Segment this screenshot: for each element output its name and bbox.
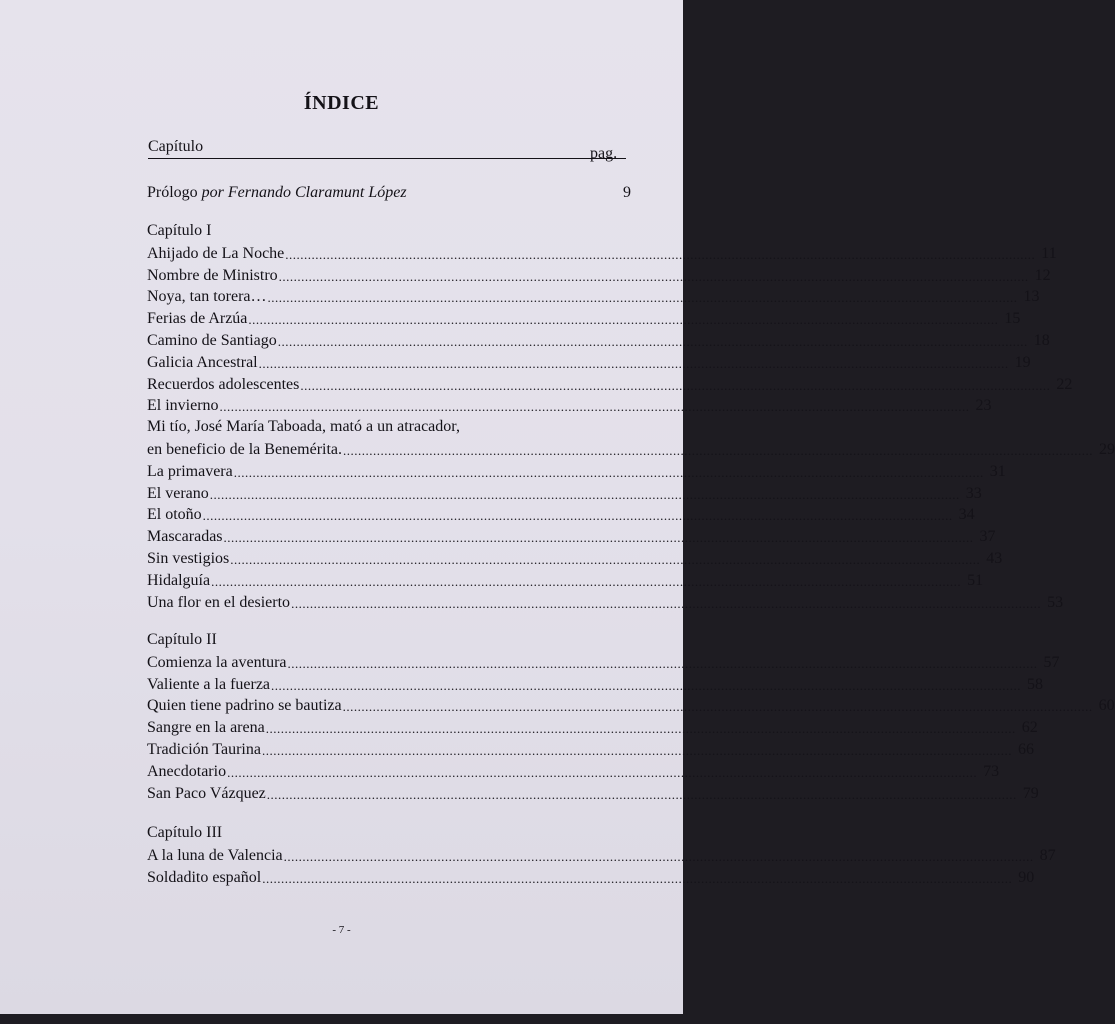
dot-leader: ........................................................................................................................................................................................................ xyxy=(262,870,1013,886)
toc-entry xyxy=(147,673,1044,695)
toc-entry xyxy=(147,503,975,525)
header-rule xyxy=(148,158,626,159)
toc-entry-page: 15 xyxy=(1004,310,1021,328)
dot-leader: ........................................................................................................................................................................................................ xyxy=(211,573,962,589)
toc-entry xyxy=(147,242,1057,264)
toc-entry-page: 43 xyxy=(986,550,1003,567)
toc-entry-label: Comienza la aventura xyxy=(147,653,287,671)
toc-entry-page: 19 xyxy=(1014,353,1031,371)
chapter-heading: Capítulo I xyxy=(147,222,212,239)
toc-entry-label: Recuerdos adolescentes xyxy=(147,375,300,393)
dot-leader: ........................................................................................................................................................................................................ xyxy=(343,443,1094,458)
toc-entry-label: Sin vestigios xyxy=(147,550,230,567)
toc-entry-page: 12 xyxy=(1034,266,1051,284)
toc-entry-page: 29 xyxy=(1099,441,1115,458)
toc-entry xyxy=(147,716,1038,738)
toc-entry-label: Una flor en el desierto xyxy=(147,593,291,611)
toc-entry-label: El otoño xyxy=(147,506,202,524)
toc-entry-page: 79 xyxy=(1022,784,1039,802)
toc-entry-label: El invierno xyxy=(147,397,219,415)
toc-entry-page: 73 xyxy=(983,762,1000,780)
toc-entry xyxy=(147,866,1035,888)
toc-entry xyxy=(147,482,982,504)
dot-leader: ........................................................................................................................................................................................................ xyxy=(230,552,981,567)
toc-entry-label: Noya, tan torera… xyxy=(147,288,267,306)
chapter-heading: Capítulo II xyxy=(147,631,217,648)
toc-entry xyxy=(147,760,1000,782)
dot-leader: ........................................................................................................................................................................................................ xyxy=(258,355,1009,371)
toc-entry xyxy=(147,285,1040,307)
prologue-page: 9 xyxy=(623,184,631,201)
toc-entry-page: 37 xyxy=(979,528,996,546)
dot-leader: ........................................................................................................................................................................................................ xyxy=(248,312,999,328)
toc-entry xyxy=(147,591,1064,613)
toc-entry-page: 33 xyxy=(965,484,982,502)
prologue-text: Prólogo xyxy=(147,184,198,201)
toc-entry-page: 90 xyxy=(1018,868,1035,886)
toc-entry-page: 22 xyxy=(1056,375,1073,393)
toc-entry-label: Valiente a la fuerza xyxy=(147,675,271,693)
toc-entry-label-line1: Mi tío, José María Taboada, mató a un atracador, xyxy=(147,418,460,436)
toc-entry xyxy=(147,373,1073,395)
dot-leader: ........................................................................................................................................................................................................ xyxy=(283,848,1034,864)
toc-entry-label: en beneficio de la Benemérita. xyxy=(147,441,343,458)
toc-entry-prologue xyxy=(147,181,631,203)
toc-entry-page: 53 xyxy=(1047,593,1064,611)
dot-leader: ........................................................................................................................................................................................................ xyxy=(209,486,960,502)
toc-entry-label: Mascaradas xyxy=(147,528,223,546)
dot-leader: ........................................................................................................................................................................................................ xyxy=(287,655,1038,671)
dot-leader: ........................................................................................................................................................................................................ xyxy=(202,508,953,524)
dot-leader: ........................................................................................................................................................................................................ xyxy=(271,677,1022,693)
toc-entry-label: Camino de Santiago xyxy=(147,332,277,349)
toc-entry-page: 60 xyxy=(1098,697,1115,715)
page-number: - 7 - xyxy=(332,924,351,936)
dot-leader: ........................................................................................................................................................................................................ xyxy=(266,786,1017,802)
toc-entry-page: 23 xyxy=(975,397,992,415)
toc-entry-page: 58 xyxy=(1027,675,1044,693)
dot-leader: ........................................................................................................................................................................................................ xyxy=(223,530,974,546)
toc-entry-page: 66 xyxy=(1017,741,1034,758)
dot-leader: ........................................................................................................................................................................................................ xyxy=(265,721,1016,737)
dot-leader: ........................................................................................................................................................................................................ xyxy=(267,290,1018,306)
toc-entry-label: Ferias de Arzúa xyxy=(147,310,248,328)
dot-leader: ........................................................................................................................................................................................................ xyxy=(291,595,1042,611)
toc-entry-page: 11 xyxy=(1041,244,1057,262)
toc-entry xyxy=(147,460,1006,482)
prologue-label xyxy=(147,183,407,203)
toc-entry-label: Hidalguía xyxy=(147,571,211,589)
page-title: ÍNDICE xyxy=(303,92,380,114)
toc-entry xyxy=(147,547,1003,569)
toc-entry xyxy=(147,844,1056,866)
toc-entry xyxy=(147,394,992,416)
dot-leader: ........................................................................................................................................................................................................ xyxy=(278,268,1029,284)
toc-entry xyxy=(147,307,1021,329)
toc-entry xyxy=(147,351,1031,373)
dot-leader: ........................................................................................................................................................................................................ xyxy=(277,334,1028,349)
toc-entry-page: 51 xyxy=(967,571,984,589)
toc-entry-label: Soldadito español xyxy=(147,868,262,886)
dot-leader: ........................................................................................................................................................................................................ xyxy=(285,246,1036,262)
dot-leader: ........................................................................................................................................................................................................ xyxy=(300,377,1051,393)
toc-entry xyxy=(147,329,1050,351)
toc-entry xyxy=(147,782,1039,804)
toc-entry-page: 57 xyxy=(1043,653,1060,671)
toc-entry-page: 34 xyxy=(958,506,975,524)
toc-entry-page: 87 xyxy=(1039,846,1056,864)
dot-leader: ........................................................................................................................................................................................................ xyxy=(219,399,970,415)
toc-entry xyxy=(147,738,1034,760)
toc-entry-label: Ahijado de La Noche xyxy=(147,244,285,262)
toc-entry-label: Sangre en la arena xyxy=(147,719,265,737)
prologue-author: por Fernando Claramunt López xyxy=(201,184,407,201)
toc-entry xyxy=(147,438,1115,460)
dot-leader: ........................................................................................................................................................................................................ xyxy=(261,743,1012,758)
dot-leader: ........................................................................................................................................................................................................ xyxy=(342,699,1093,715)
toc-entry xyxy=(147,651,1060,673)
toc-entry xyxy=(147,694,1115,716)
toc-entry-label: Anecdotario xyxy=(147,762,227,780)
toc-entry-page: 18 xyxy=(1033,332,1050,349)
toc-entry-label: A la luna de Valencia xyxy=(147,846,283,864)
chapter-heading: Capítulo III xyxy=(147,824,223,841)
dot-leader: ........................................................................................................................................................................................................ xyxy=(233,464,984,480)
toc-entry-label: La primavera xyxy=(147,462,233,480)
toc-entry-label: El verano xyxy=(147,484,209,502)
toc-entry-page: 13 xyxy=(1023,288,1040,306)
toc-entry xyxy=(147,264,1051,286)
toc-entry-page: 62 xyxy=(1021,719,1038,737)
toc-entry xyxy=(147,569,984,591)
toc-entry-label: Nombre de Ministro xyxy=(147,266,278,284)
toc-entry-label: Tradición Taurina xyxy=(147,741,261,758)
toc-entry-label: San Paco Vázquez xyxy=(147,784,266,802)
toc-entry xyxy=(147,525,996,547)
column-header-chapter: Capítulo xyxy=(148,138,204,155)
toc-entry-label: Quien tiene padrino se bautiza xyxy=(147,697,342,715)
column-header-page: pag. xyxy=(590,145,618,162)
toc-entry-label: Galicia Ancestral xyxy=(147,353,258,371)
dot-leader: ........................................................................................................................................................................................................ xyxy=(227,764,978,780)
toc-entry-page: 31 xyxy=(989,462,1006,480)
